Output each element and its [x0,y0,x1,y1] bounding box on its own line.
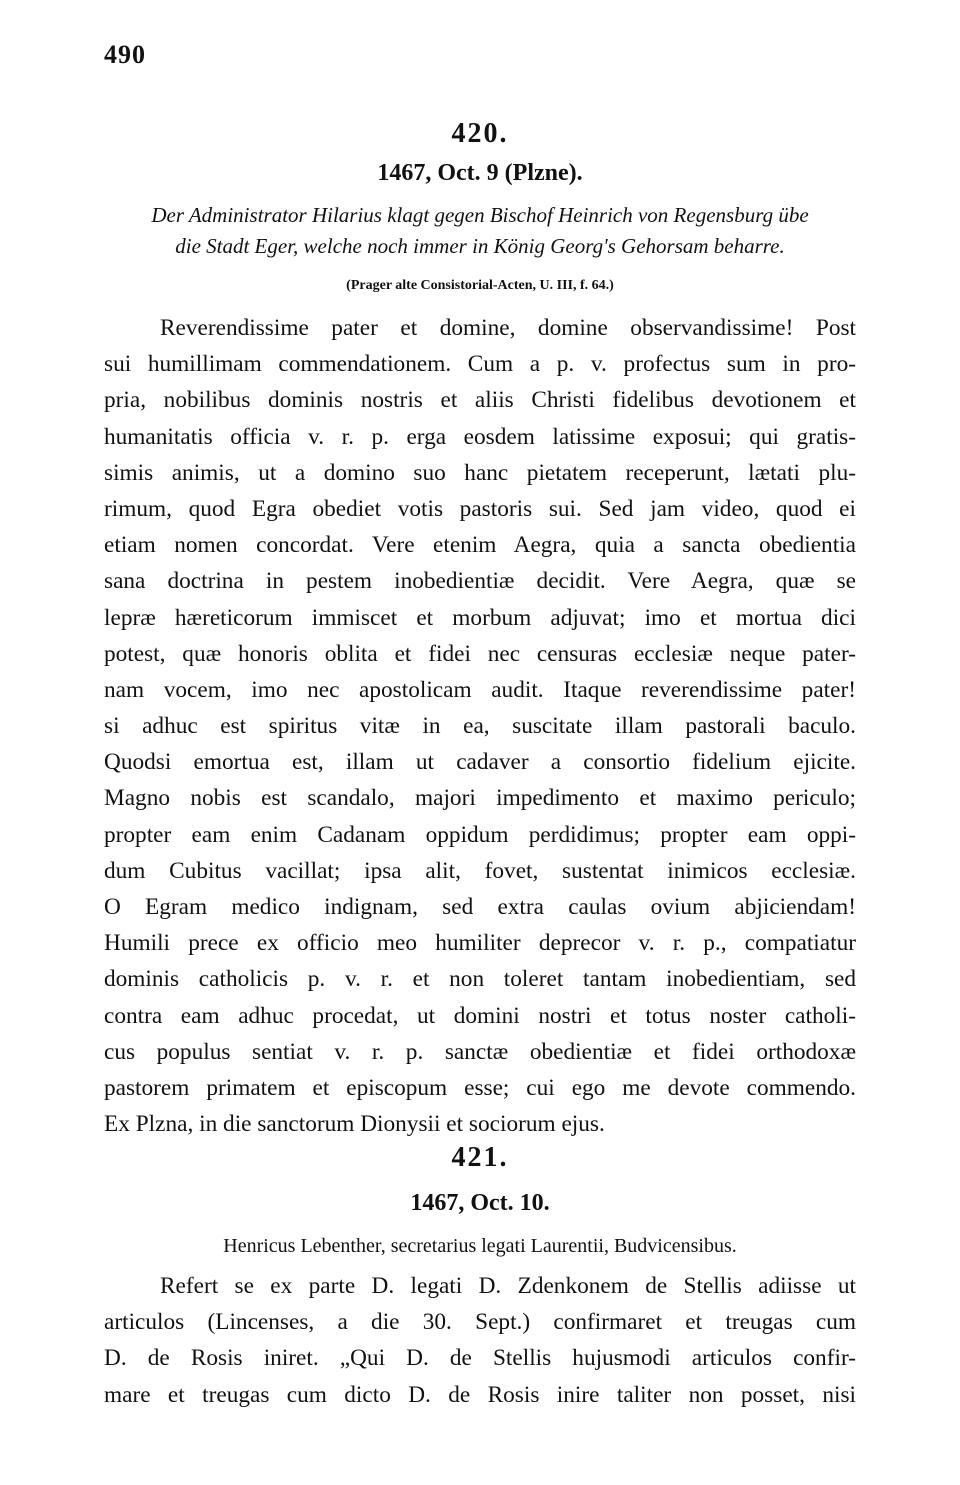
body-line: pastorem primatem et episcopum esse; cui ego me devote commendo. [104,1074,856,1101]
doc-420-number: 420. [451,118,509,149]
body-line: pria, nobilibus dominis nostris et aliis Christi fidelibus devotionem et [104,387,856,414]
regest-line: Der Administrator Hilarius klagt gegen Bischof Heinrich von Regensburg übe [151,203,809,227]
body-line: rimum, quod Egra obediet votis pastoris sui. Sed jam video, quod ei [104,495,856,522]
regest-line: die Stadt Eger, welche noch immer in König Georg's Gehorsam beharre. [175,234,785,258]
body-line: articulos (Lincenses, a die 30. Sept.) confirmaret et treugas cum [104,1309,856,1336]
doc-421-number: 421. [451,1142,509,1173]
body-line: cus populus sentiat v. r. p. sanctæ obedientiæ et fidei orthodoxæ [104,1038,856,1065]
body-line: Humili prece ex officio meo humiliter deprecor v. r. p., compatiatur [104,930,856,957]
body-line: Quodsi emortua est, illam ut cadaver a consortio fidelium ejicite. [104,749,856,776]
body-line: simis animis, ut a domino suo hanc pietatem receperunt, lætati plu- [104,459,856,486]
doc-420-regest [104,200,856,262]
body-line: lepræ hæreticorum immiscet et morbum adjuvat; imo et mortua dici [104,604,856,631]
doc-420-body [104,310,856,1142]
body-line: si adhuc est spiritus vitæ in ea, suscitate illam pastorali baculo. [104,713,856,740]
page-number: 490 [104,40,146,69]
doc-421-body [104,1268,856,1413]
body-line: humanitatis officia v. r. p. erga eosdem latissime exposui; qui gratis- [104,423,856,450]
body-line: potest, quæ honoris oblita et fidei nec censuras ecclesiæ neque pater- [104,640,856,667]
body-line: nam vocem, imo nec apostolicam audit. Itaque reverendissime pater! [104,676,856,703]
body-line: etiam nomen concordat. Vere etenim Aegra, quia a sancta obedientia [104,532,856,559]
body-line: Magno nobis est scandalo, majori impedimento et maximo periculo; [104,785,856,812]
body-line: sui humillimam commendationem. Cum a p. v. profectus sum in pro- [104,351,856,378]
body-line: dum Cubitus vacillat; ipsa alit, fovet, sustentat inimicos ecclesiæ. [104,857,856,884]
body-line: Reverendissime pater et domine, domine observandissime! Post [160,315,856,341]
body-line: dominis catholicis p. v. r. et non toleret tantam inobedientiam, sed [104,966,856,993]
doc-420-date: 1467, Oct. 9 (Plzne). [377,160,583,186]
doc-421-regest: Henricus Lebenther, secretarius legati Laurentii, Budvicensibus. [223,1235,737,1257]
body-line: propter eam enim Cadanam oppidum perdidimus; propter eam oppi- [104,821,856,848]
body-line: sana doctrina in pestem inobedientiæ decidit. Vere Aegra, quæ se [104,568,856,595]
body-line: Ex Plzna, in die sanctorum Dionysii et sociorum ejus. [104,1111,605,1138]
body-line: Refert se ex parte D. legati D. Zdenkonem de Stellis adiisse ut [160,1273,856,1299]
body-line: O Egram medico indignam, sed extra caulas ovium abjiciendam! [104,894,856,920]
doc-421-date: 1467, Oct. 10. [410,1190,550,1216]
body-line: D. de Rosis iniret. „Qui D. de Stellis hujusmodi articulos confir- [104,1345,856,1372]
body-line: mare et treugas cum dicto D. de Rosis inire taliter non posset, nisi [104,1381,856,1408]
body-line: contra eam adhuc procedat, ut domini nostri et totus noster catholi- [104,1002,856,1029]
doc-420-source: (Prager alte Consistorial-Acten, U. III, f. 64.) [346,278,614,293]
